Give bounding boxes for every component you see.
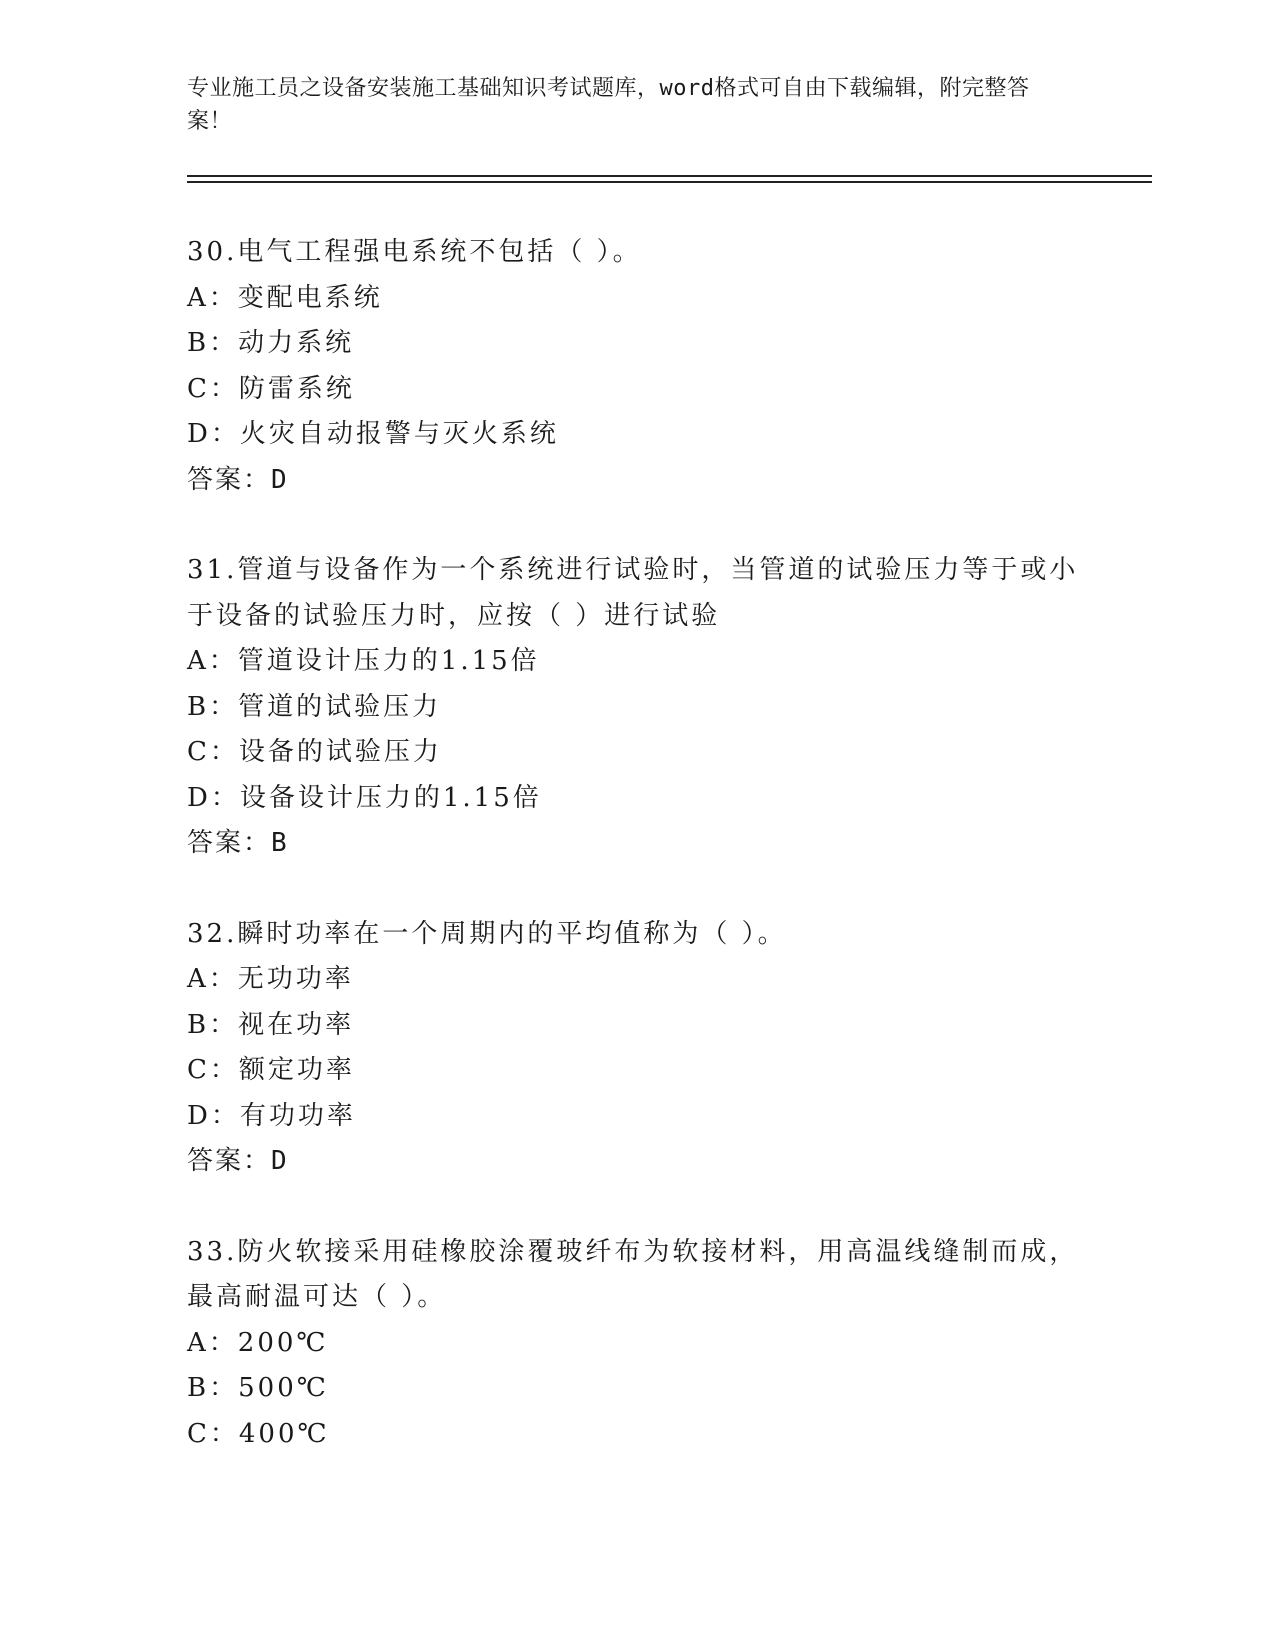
option-b: B：动力系统	[187, 328, 355, 358]
question-stem: 33.防火软接采用硅橡胶涂覆玻纤布为软接材料，用高温线缝制而成，最高耐温可达（ ）。	[187, 1236, 1079, 1312]
answer-value: D	[271, 464, 289, 495]
document-header	[187, 72, 1067, 138]
answer-value: B	[271, 828, 289, 858]
question-stem: 32.瞬时功率在一个周期内的平均值称为（ ）。	[187, 918, 787, 949]
option-a: A：无功功率	[187, 964, 354, 994]
question-stem: 30.电气工程强电系统不包括（ ）。	[187, 237, 642, 267]
question-30	[187, 230, 1087, 503]
question-31	[187, 548, 1087, 867]
answer	[187, 821, 1087, 867]
option-a: A：管道设计压力的1.15倍	[187, 646, 540, 676]
option-b: B：视在功率	[187, 1009, 355, 1040]
answer-value: D	[271, 1146, 289, 1176]
answer-label: 答案：	[187, 464, 272, 495]
question-list	[187, 230, 1087, 1502]
option-c: C：额定功率	[187, 1055, 355, 1085]
option-c: C：400℃	[187, 1418, 330, 1449]
question-stem: 31.管道与设备作为一个系统进行试验时，当管道的试验压力等于或小于设备的试验压力时，应按（ ）进行试验	[187, 555, 1079, 631]
option-b: B：500℃	[187, 1373, 329, 1403]
option-a: A：200℃	[187, 1327, 329, 1358]
header-divider-top	[187, 175, 1152, 177]
answer-label: 答案：	[187, 1146, 272, 1176]
option-a: A：变配电系统	[187, 282, 383, 313]
option-d: D：有功功率	[187, 1100, 356, 1131]
answer	[187, 458, 1087, 504]
option-c: C：防雷系统	[187, 373, 355, 404]
question-33	[187, 1230, 1087, 1458]
answer-label: 答案：	[187, 828, 272, 858]
question-32	[187, 912, 1087, 1185]
header-divider-bottom	[187, 181, 1152, 183]
option-b: B：管道的试验压力	[187, 691, 442, 722]
answer	[187, 1139, 1087, 1185]
option-d: D：火灾自动报警与灭火系统	[187, 419, 559, 449]
option-d: D：设备设计压力的1.15倍	[187, 782, 542, 813]
option-c: C：设备的试验压力	[187, 737, 442, 767]
header-text: 专业施工员之设备安装施工基础知识考试题库，word格式可自由下载编辑，附完整答案！	[187, 76, 1030, 134]
